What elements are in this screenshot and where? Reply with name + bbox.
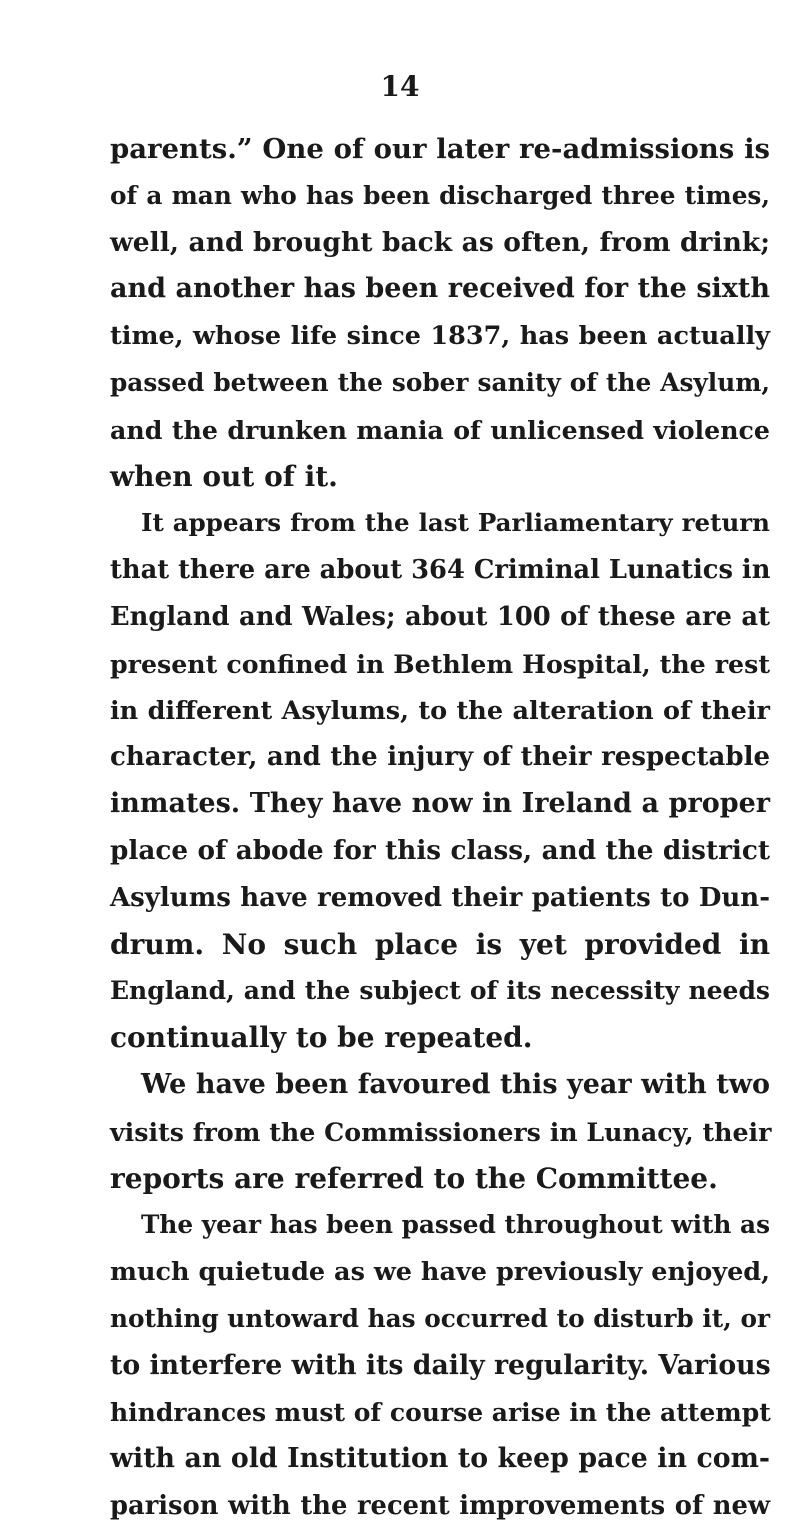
text-line: We have been favoured this year with two <box>141 1068 770 1100</box>
text-line: continually to be repeated. <box>110 1021 533 1055</box>
text-line: of a man who has been discharged three times, <box>110 180 770 210</box>
text-line: with an old Institution to keep pace in com- <box>110 1443 770 1475</box>
text-line: much quietude as we have previously enjoyed, <box>110 1257 770 1288</box>
text-line: England, and the subject of its necessity needs <box>110 976 770 1006</box>
text-line: in different Asylums, to the alteration of their <box>110 695 770 726</box>
text-line: visits from the Commissioners in Lunacy, their <box>110 1116 772 1147</box>
text-line: inmates. They have now in Ireland a proper <box>110 788 770 820</box>
text-line: parents.” One of our later re-admissions is <box>110 133 770 165</box>
text-line: character, and the injury of their respectable <box>110 742 770 773</box>
page-number: 14 <box>380 70 420 103</box>
text-line: England and Wales; about 100 of these are at <box>110 601 770 632</box>
text-line: reports are referred to the Committee. <box>110 1161 718 1195</box>
text-line: It appears from the last Parliamentary return <box>141 508 770 538</box>
text-line: that there are about 364 Criminal Lunatics in <box>110 555 771 586</box>
text-line: present confined in Bethlem Hospital, the rest <box>110 648 770 679</box>
text-line: to interfere with its daily regularity. Various <box>110 1349 771 1381</box>
text-line: nothing untoward has occurred to disturb it, or <box>110 1303 770 1333</box>
text-line: The year has been passed throughout with as <box>141 1210 771 1240</box>
text-line: hindrances must of course arise in the attempt <box>110 1397 771 1427</box>
text-line: passed between the sober sanity of the Asylum, <box>110 367 770 397</box>
text-line: Asylums have removed their patients to Dun- <box>110 882 770 913</box>
text-line: when out of it. <box>110 459 338 493</box>
text-line: and the drunken mania of unlicensed violence <box>110 414 770 445</box>
text-line: and another has been received for the sixth <box>110 273 770 305</box>
text-line: place of abode for this class, and the district <box>110 834 770 866</box>
text-line: parison with the recent improvements of new <box>110 1491 770 1522</box>
text-line: time, whose life since 1837, has been actually <box>110 321 770 352</box>
text-line: well, and brought back as often, from drink; <box>110 226 770 258</box>
text-line: drum. No such place is yet provided in <box>110 927 770 961</box>
body-text <box>110 126 770 1530</box>
